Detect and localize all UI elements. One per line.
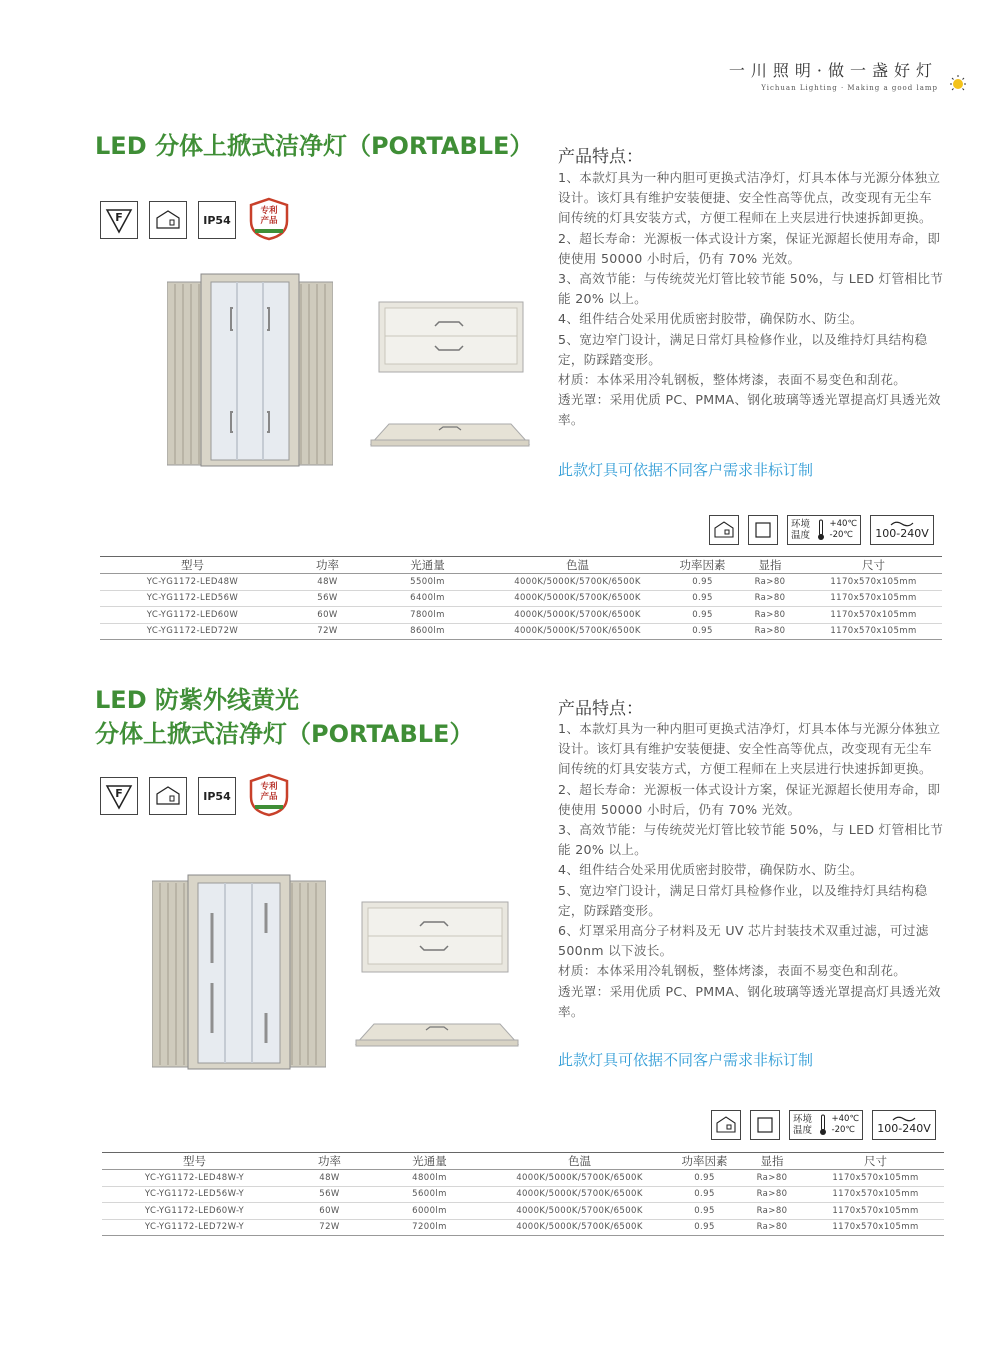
features-heading-1: 产品特点：	[558, 147, 643, 167]
table-row: YC-YG1172-LED48W-Y 48W 4800lm 4000K/5000K/5700K/6500K 0.95 Ra>80 1170x570x105mm	[102, 1170, 944, 1187]
feature-item: 3、高效节能：与传统荧光灯管比较节能 50%，与 LED 灯管相比节能 20% 以上。	[558, 271, 944, 307]
product-photo-front-1	[377, 300, 525, 374]
product-photo-side-1	[369, 418, 531, 448]
product-photo-main-1	[167, 272, 333, 468]
feature-item: 透光罩：采用优质 PC、PMMA、钢化玻璃等透光罩提高灯具透光效率。	[558, 392, 941, 428]
col-cri: 显指	[735, 557, 805, 574]
temperature-badge: 环境温度 +40℃ -20℃	[789, 1110, 863, 1140]
spec-table-1	[100, 556, 942, 640]
col-cri: 显指	[737, 1153, 807, 1170]
table-header-row	[102, 1153, 944, 1170]
product-photo-front-2	[360, 900, 510, 974]
feature-item: 4、组件结合处采用优质密封胶带，确保防水、防尘。	[558, 311, 863, 327]
panel-icon	[748, 515, 778, 545]
patent-seal: 专利 产品	[247, 197, 291, 241]
custom-note-2: 此款灯具可依据不同客户需求非标订制	[558, 1051, 814, 1069]
feature-item: 材质：本体采用冷轧钢板，整体烤漆，表面不易变色和刮花。	[558, 372, 907, 388]
brand-header	[729, 58, 938, 92]
panel-icon	[750, 1110, 780, 1140]
product-photo-side-2	[354, 1018, 520, 1048]
f-mark-icon: F	[100, 201, 138, 239]
col-cct: 色温	[487, 1153, 672, 1170]
thermometer-icon	[817, 519, 825, 541]
thermometer-icon	[819, 1114, 827, 1136]
product-title-2a: LED 防紫外线黄光	[95, 686, 299, 714]
spec-icons-1	[709, 515, 934, 545]
col-size: 尺寸	[805, 557, 942, 574]
table-header-row	[100, 557, 942, 574]
col-flux: 光通量	[372, 1153, 487, 1170]
product-photo-main-2	[152, 873, 326, 1071]
spec-table-2	[102, 1152, 944, 1236]
col-size: 尺寸	[807, 1153, 944, 1170]
indoor-icon	[149, 201, 187, 239]
ip54-badge: IP54	[198, 201, 236, 239]
f-mark-icon: F	[100, 777, 138, 815]
indoor-icon	[149, 777, 187, 815]
feature-item: 1、本款灯具为一种内胆可更换式洁净灯，灯具本体与光源分体独立设计。该灯具有维护安装便捷、安全性高等优点，改变现有无尘车间传统的灯具安装方式，方便工程师在上夹层进行快速拆卸更换。	[558, 721, 941, 777]
feature-item: 6、灯罩采用高分子材料及无 UV 芯片封装技术双重过滤，可过滤 500nm 以下波长。	[558, 923, 929, 959]
col-flux: 光通量	[370, 557, 485, 574]
voltage-badge: 100-240V	[872, 1110, 936, 1140]
indoor-icon	[709, 515, 739, 545]
product-title-1: LED 分体上掀式洁净灯（PORTABLE）	[95, 132, 534, 160]
patent-seal: 专利 产品	[247, 773, 291, 817]
features-list-1	[558, 168, 944, 431]
bulb-icon	[944, 58, 972, 94]
brand-english: Yichuan Lighting · Making a good lamp	[761, 84, 938, 92]
table-row: YC-YG1172-LED56W-Y 56W 5600lm 4000K/5000K/5700K/6500K 0.95 Ra>80 1170x570x105mm	[102, 1186, 944, 1203]
custom-note-1: 此款灯具可依据不同客户需求非标订制	[558, 461, 814, 479]
spec-icons-2	[711, 1110, 936, 1140]
ip54-badge: IP54	[198, 777, 236, 815]
features-list-2	[558, 719, 944, 1022]
feature-item: 5、宽边窄门设计，满足日常灯具检修作业，以及维持灯具结构稳定，防踩踏变形。	[558, 331, 928, 367]
feature-item: 透光罩：采用优质 PC、PMMA、钢化玻璃等透光罩提高灯具透光效率。	[558, 983, 941, 1019]
col-power: 功率	[285, 557, 370, 574]
col-pf: 功率因素	[672, 1153, 737, 1170]
cert-badges-1	[100, 201, 291, 241]
feature-item: 4、组件结合处采用优质密封胶带，确保防水、防尘。	[558, 862, 863, 878]
indoor-icon	[711, 1110, 741, 1140]
features-heading-2: 产品特点：	[558, 699, 643, 719]
feature-item: 2、超长寿命：光源板一体式设计方案，保证光源超长使用寿命，即使使用 50000 小时后，仍有 70% 光效。	[558, 781, 941, 817]
table-row: YC-YG1172-LED72W-Y 72W 7200lm 4000K/5000K/5700K/6500K 0.95 Ra>80 1170x570x105mm	[102, 1219, 944, 1236]
feature-item: 2、超长寿命：光源板一体式设计方案，保证光源超长使用寿命，即使使用 50000 小时后，仍有 70% 光效。	[558, 230, 941, 266]
col-pf: 功率因素	[670, 557, 735, 574]
voltage-badge: 100-240V	[870, 515, 934, 545]
product-title-2b: 分体上掀式洁净灯（PORTABLE）	[95, 720, 474, 748]
table-row: YC-YG1172-LED60W-Y 60W 6000lm 4000K/5000K/5700K/6500K 0.95 Ra>80 1170x570x105mm	[102, 1203, 944, 1220]
cert-badges-2	[100, 777, 291, 817]
col-cct: 色温	[485, 557, 670, 574]
table-row: YC-YG1172-LED56W 56W 6400lm 4000K/5000K/5700K/6500K 0.95 Ra>80 1170x570x105mm	[100, 590, 942, 607]
table-row: YC-YG1172-LED72W 72W 8600lm 4000K/5000K/5700K/6500K 0.95 Ra>80 1170x570x105mm	[100, 623, 942, 640]
table-row: YC-YG1172-LED48W 48W 5500lm 4000K/5000K/5700K/6500K 0.95 Ra>80 1170x570x105mm	[100, 574, 942, 591]
col-model: 型号	[102, 1153, 287, 1170]
feature-item: 5、宽边窄门设计，满足日常灯具检修作业，以及维持灯具结构稳定，防踩踏变形。	[558, 882, 928, 918]
col-power: 功率	[287, 1153, 372, 1170]
temperature-badge: 环境温度 +40℃ -20℃	[787, 515, 861, 545]
feature-item: 3、高效节能：与传统荧光灯管比较节能 50%，与 LED 灯管相比节能 20% 以上。	[558, 822, 944, 858]
table-row: YC-YG1172-LED60W 60W 7800lm 4000K/5000K/5700K/6500K 0.95 Ra>80 1170x570x105mm	[100, 607, 942, 624]
feature-item: 材质：本体采用冷轧钢板，整体烤漆，表面不易变色和刮花。	[558, 963, 907, 979]
brand-slogan: 一川照明·做一盏好灯	[728, 61, 938, 80]
col-model: 型号	[100, 557, 285, 574]
feature-item: 1、本款灯具为一种内胆可更换式洁净灯，灯具本体与光源分体独立设计。该灯具有维护安装便捷、安全性高等优点，改变现有无尘车间传统的灯具安装方式，方便工程师在上夹层进行快速拆卸更换。	[558, 170, 941, 226]
